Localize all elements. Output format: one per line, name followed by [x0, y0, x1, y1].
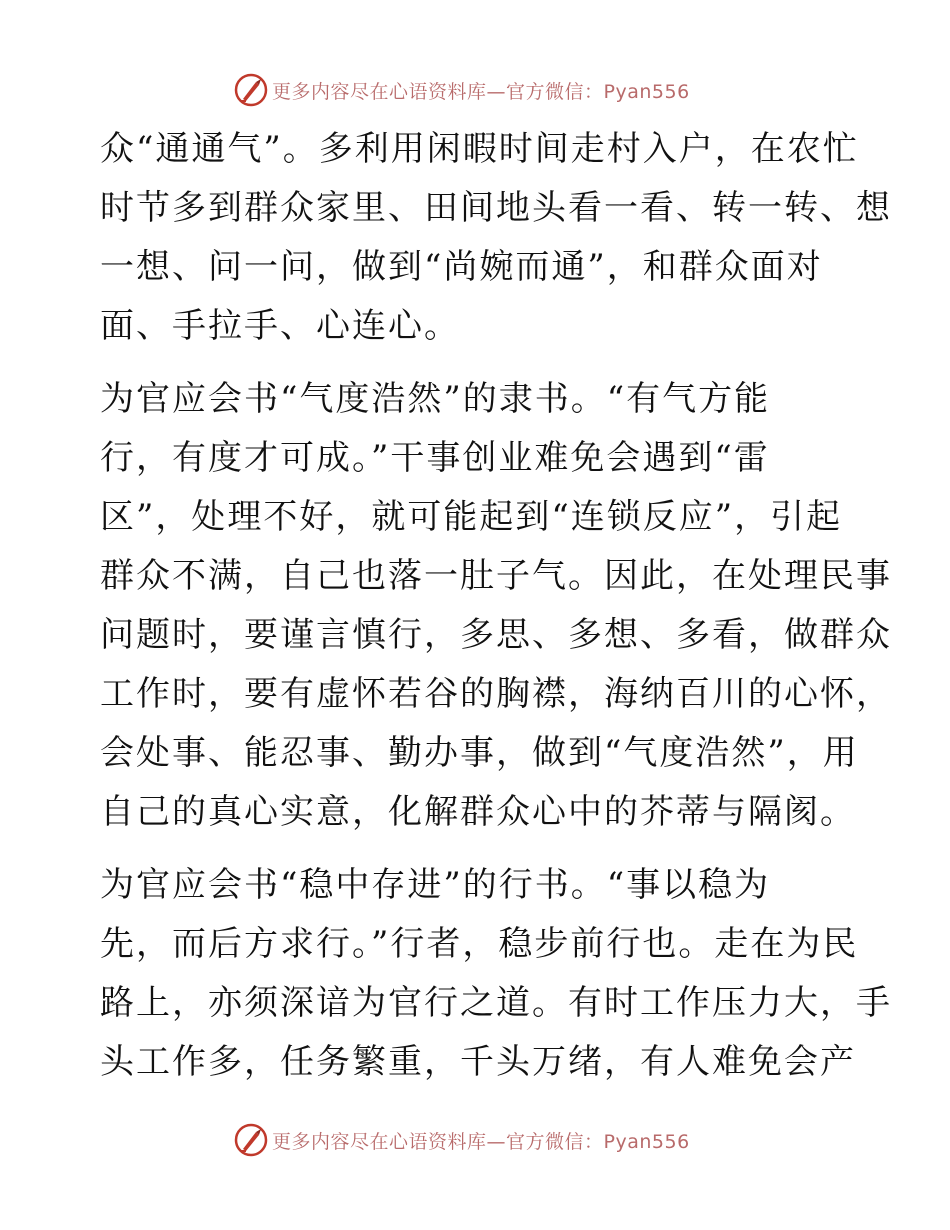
text-line: 为官应会书“气度浩然”的隶书。“有气方能	[100, 379, 771, 419]
text-line: 工作时，要有虚怀若谷的胸襟，海纳百川的心怀，	[100, 674, 892, 714]
quill-pen-logo-icon	[234, 1123, 268, 1157]
text-line: 路上，亦须深谙为官行之道。有时工作压力大，手	[100, 983, 892, 1023]
document-body	[100, 120, 892, 1092]
text-line: 行，有度才可成。”干事创业难免会遇到“雷	[100, 438, 770, 478]
footer-banner	[0, 1120, 950, 1160]
text-line: 一想、问一问，做到“尚婉而通”，和群众面对	[100, 247, 823, 287]
text-line: 众“通通气”。多利用闲暇时间走村入户，在农忙	[100, 129, 859, 169]
text-line: 区”，处理不好，就可能起到“连锁反应”，引起	[100, 497, 843, 537]
header-banner-text: 更多内容尽在心语资料库—官方微信：Pyan556	[272, 80, 690, 103]
footer-banner-text: 更多内容尽在心语资料库—官方微信：Pyan556	[272, 1130, 690, 1153]
text-line: 面、手拉手、心连心。	[100, 306, 460, 346]
header-banner	[0, 70, 950, 110]
text-line: 头工作多，任务繁重，千头万绪，有人难免会产	[100, 1042, 856, 1082]
paragraph	[100, 370, 892, 842]
text-line: 问题时，要谨言慎行，多思、多想、多看，做群众	[100, 615, 892, 655]
text-line: 先，而后方求行。”行者，稳步前行也。走在为民	[100, 924, 859, 964]
text-line: 为官应会书“稳中存进”的行书。“事以稳为	[100, 865, 771, 905]
text-line: 群众不满，自己也落一肚子气。因此，在处理民事	[100, 556, 892, 596]
text-line: 时节多到群众家里、田间地头看一看、转一转、想	[100, 188, 892, 228]
text-line: 自己的真心实意，化解群众心中的芥蒂与隔阂。	[100, 792, 856, 832]
text-line: 会处事、能忍事、勤办事，做到“气度浩然”，用	[100, 733, 859, 773]
quill-pen-logo-icon	[234, 73, 268, 107]
paragraph	[100, 856, 892, 1092]
paragraph	[100, 120, 892, 356]
